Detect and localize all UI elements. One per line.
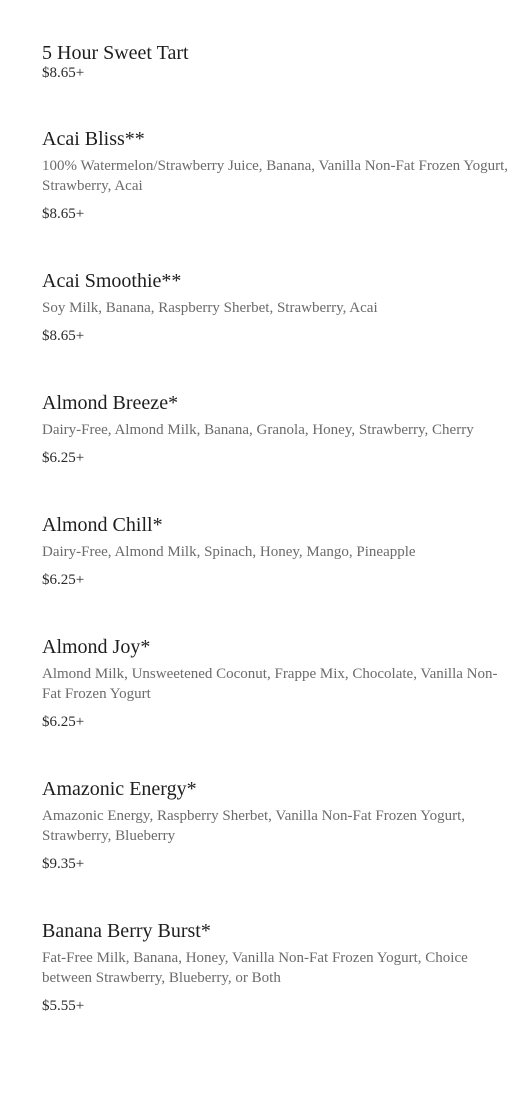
item-description: Dairy-Free, Almond Milk, Spinach, Honey, Mango, Pineapple bbox=[42, 544, 416, 560]
menu-list bbox=[42, 41, 512, 1016]
item-price: $8.65+ bbox=[42, 65, 85, 81]
item-name: Almond Chill* bbox=[42, 514, 163, 536]
item-description: Soy Milk, Banana, Raspberry Sherbet, Strawberry, Acai bbox=[42, 300, 378, 316]
item-description: Almond Milk, Unsweetened Coconut, Frappe Mix, Chocolate, Vanilla Non-Fat Frozen Yogurt bbox=[42, 666, 498, 702]
item-name: Banana Berry Burst* bbox=[42, 920, 211, 942]
menu-item[interactable] bbox=[42, 919, 512, 1016]
menu-item[interactable] bbox=[42, 127, 512, 224]
item-name: 5 Hour Sweet Tart bbox=[42, 42, 189, 64]
menu-item[interactable] bbox=[42, 41, 512, 83]
item-name: Acai Smoothie** bbox=[42, 270, 182, 292]
item-name: Amazonic Energy* bbox=[42, 778, 197, 800]
menu-item[interactable] bbox=[42, 391, 512, 468]
menu-item[interactable] bbox=[42, 635, 512, 732]
item-description: 100% Watermelon/Strawberry Juice, Banana, Vanilla Non-Fat Frozen Yogurt, Strawberry, Acai bbox=[42, 158, 509, 194]
item-price: $5.55+ bbox=[42, 998, 85, 1014]
menu-item[interactable] bbox=[42, 269, 512, 346]
item-description: Fat-Free Milk, Banana, Honey, Vanilla Non-Fat Frozen Yogurt, Choice between Strawberry, Blueberry, or Both bbox=[42, 950, 468, 986]
item-description: Dairy-Free, Almond Milk, Banana, Granola, Honey, Strawberry, Cherry bbox=[42, 422, 474, 438]
item-name: Acai Bliss** bbox=[42, 128, 145, 150]
item-price: $8.65+ bbox=[42, 206, 85, 222]
item-name: Almond Joy* bbox=[42, 636, 151, 658]
item-name: Almond Breeze* bbox=[42, 392, 179, 414]
menu-item[interactable] bbox=[42, 513, 512, 590]
item-price: $6.25+ bbox=[42, 714, 85, 730]
item-price: $9.35+ bbox=[42, 856, 85, 872]
item-description: Amazonic Energy, Raspberry Sherbet, Vanilla Non-Fat Frozen Yogurt, Strawberry, Blueberry bbox=[42, 808, 465, 844]
menu-item[interactable] bbox=[42, 777, 512, 874]
item-price: $6.25+ bbox=[42, 572, 85, 588]
item-price: $8.65+ bbox=[42, 328, 85, 344]
item-price: $6.25+ bbox=[42, 450, 85, 466]
